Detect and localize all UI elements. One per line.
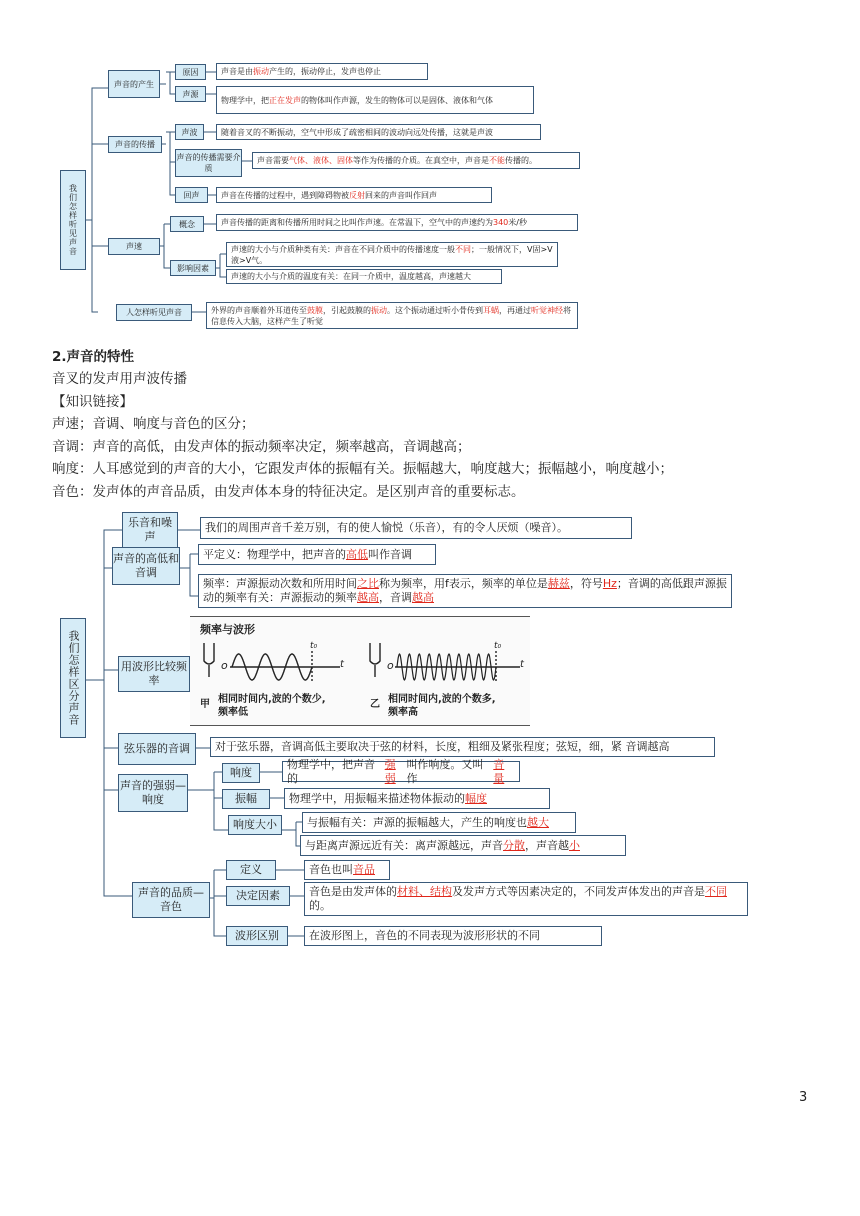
loudness-node: 响度 — [222, 763, 260, 783]
wave-b-origin: o — [387, 659, 394, 672]
timbre-wave-text: 在波形图上，音色的不同表现为波形形状的不同 — [304, 926, 602, 946]
section-line-4: 音调：声音的高低，由发声体的振动频率决定，频率越高，音调越高； — [52, 439, 471, 455]
section-line-2: 【知识链接】 — [52, 394, 133, 410]
hear-text: 外界的声音顺着外耳道传至鼓膜，引起鼓膜的振动。这个振动通过听小骨传到耳蜗，再通过听觉神经将信息传入大脑，这样产生了听觉 — [206, 302, 578, 329]
waveform-title: 频率与波形 — [200, 623, 255, 636]
section-line-5: 响度：人耳感觉到的声音的大小，它跟发声体的振幅有关。振幅越大，响度越大；振幅越小，响度越小； — [52, 461, 673, 477]
medium-node: 声音的传播需要介质 — [175, 149, 242, 177]
wave-a-caption: 相同时间内,波的个数少, 频率低 — [218, 694, 326, 718]
concept-text: 声音传播的距离和传播所用时间之比叫作声速。在常温下，空气中的声速约为 340 米/秒 — [216, 214, 578, 231]
source-node: 声源 — [175, 86, 206, 102]
section-line-3: 声速；音调、响度与音色的区分； — [52, 416, 255, 432]
timbre-factor-node: 决定因素 — [226, 886, 290, 906]
bottom-root-node: 我们怎样区分声音 — [60, 618, 86, 738]
wave-b-t: t — [520, 659, 524, 670]
hear-node: 人怎样听见声音 — [116, 304, 192, 321]
section-line-6: 音色：发声体的声音品质，由发声体本身的特征决定。是区别声音的重要标志。 — [52, 484, 525, 500]
amp-text: 物理学中，用振幅来描述物体振动的 幅度 — [284, 788, 550, 809]
size-b-text: 与距离声源远近有关：离声源越远，声音 分散 ，声音越 小 — [300, 835, 626, 856]
waveform-figure — [190, 616, 530, 726]
cause-node: 原因 — [175, 64, 206, 80]
wave-a-t: t — [340, 659, 344, 670]
page-number: 3 — [799, 1090, 808, 1105]
loudness-text: 物理学中，把声音的 强弱 叫作响度。又叫作 音量 — [282, 761, 520, 782]
source-text: 物理学中，把正在发声的物体叫作声源，发生的物体可以是固体、液体和气体 — [216, 86, 534, 114]
timbre-wave-node: 波形区别 — [226, 926, 288, 946]
section-line-1: 音叉的发声用声波传播 — [52, 371, 187, 387]
medium-text: 声音需要 气体、液体、固体 等作为传播的介质。在真空中，声音是 不能 传播的。 — [252, 152, 580, 169]
wave-b-caption: 相同时间内,波的个数多, 频率高 — [388, 694, 496, 718]
string-node: 弦乐器的音调 — [118, 733, 196, 765]
loud-node: 声音的强弱—响度 — [118, 774, 188, 812]
waveform-high-frequency — [397, 654, 496, 680]
speed-node: 声速 — [108, 238, 160, 255]
factors-node: 影响因素 — [170, 260, 216, 276]
music-node: 乐音和噪声 — [122, 512, 178, 548]
section-title: 2.声音的特性 — [52, 349, 135, 365]
wave-text: 随着音叉的不断振动，空气中形成了疏密相间的波动向远处传播，这就是声波 — [216, 124, 541, 140]
wave-a-mark: 甲 — [200, 699, 210, 710]
top-root-node: 我们怎样听见声音 — [60, 170, 86, 270]
wave-b-t0: t₀ — [494, 641, 502, 651]
waveform-node: 用波形比较频率 — [118, 656, 190, 692]
wave-node: 声波 — [175, 124, 204, 140]
factor-temp-text: 声速的大小与介质的温度有关：在同一介质中，温度越高，声速越大 — [226, 269, 502, 284]
size-a-text: 与振幅有关：声源的振幅越大，产生的响度也 越大 — [302, 812, 576, 833]
timbre-node: 声音的品质—音色 — [132, 882, 210, 918]
wave-b-mark: 乙 — [370, 699, 380, 710]
spread-node: 声音的传播 — [108, 136, 162, 153]
echo-text: 声音在传播的过程中，遇到障碍物被 反射 回来的声音叫作回声 — [216, 187, 492, 203]
amp-node: 振幅 — [222, 789, 270, 809]
produce-node: 声音的产生 — [108, 70, 160, 98]
wave-a-origin: o — [221, 659, 228, 672]
pitch-freq-text: 频率：声源振动次数和所用时间之比称为频率，用f表示，频率的单位是赫兹，符号Hz；音调的高低跟声源振动的频率有关：声源振动的频率越高，音调越高 — [198, 574, 732, 608]
cause-text: 声音是由 振动 产生的，振动停止，发声也停止 — [216, 63, 428, 80]
music-text: 我们的周围声音千差万别，有的使人愉悦（乐音），有的令人厌烦（噪音）。 — [200, 517, 632, 539]
timbre-def-node: 定义 — [226, 860, 276, 880]
pitch-node: 声音的高低和音调 — [112, 547, 180, 585]
pitch-def-text: 平定义：物理学中，把声音的 高低 叫作音调 — [198, 544, 436, 565]
timbre-factor-text: 音色是由发声体的材料、结构及发声方式等因素决定的，不同发声体发出的声音是不同的。 — [304, 882, 748, 916]
string-text: 对于弦乐器，音调高低主要取决于弦的材料，长度，粗细及紧张程度；弦短，细，紧 音调越高 — [210, 737, 715, 757]
concept-node: 概念 — [170, 216, 204, 232]
factor-medium-text: 声速的大小与介质种类有关：声音在不同介质中的传播速度一般不同；一般情况下，V固>V液>V气。 — [226, 242, 558, 267]
size-node: 响度大小 — [228, 815, 282, 835]
echo-node: 回声 — [175, 187, 208, 203]
wave-a-t0: t₀ — [310, 641, 318, 651]
timbre-def-text: 音色也叫 音品 — [304, 860, 390, 880]
